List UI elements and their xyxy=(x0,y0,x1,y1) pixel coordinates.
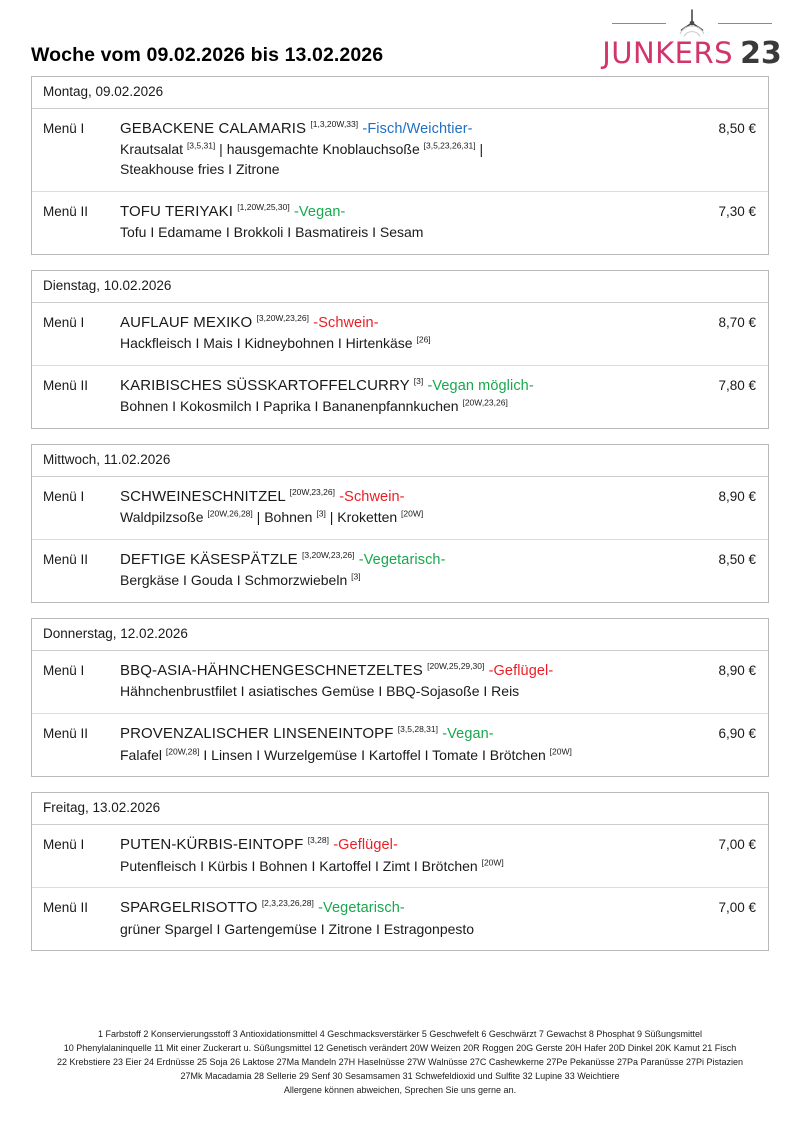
dish-allergen-codes: [2,3,23,26,28] xyxy=(261,898,314,909)
menu-price: 6,90 € xyxy=(718,726,756,742)
day-block xyxy=(31,444,769,603)
dish-title: SCHWEINESCHNITZEL [20W,23,26] -Schwein- xyxy=(120,486,405,505)
menu-label: Menü I xyxy=(43,120,85,136)
menu-row xyxy=(32,825,768,887)
dish-description: Hähnchenbrustfilet I asiatisches Gemüse I BBQ-Sojasoße I Reis xyxy=(120,683,520,700)
day-block xyxy=(31,618,769,777)
menu-label: Menü I xyxy=(43,837,85,853)
logo-brand-text: JUNKERS xyxy=(602,36,734,70)
menu-row xyxy=(32,887,768,950)
diet-tag: -Vegan- xyxy=(294,203,346,220)
diet-tag: -Schwein- xyxy=(313,314,379,331)
logo-mark-row xyxy=(612,6,772,40)
menu-body xyxy=(120,550,672,591)
diet-tag: -Geflügel- xyxy=(333,837,398,854)
ingredient-allergen-codes: [20W,23,26] xyxy=(462,397,508,408)
menu-price: 8,70 € xyxy=(718,314,756,330)
menu-price: 8,50 € xyxy=(718,551,756,567)
menu-body xyxy=(120,835,672,876)
dish-description: Falafel [20W,28] I Linsen I Wurzelgemüse I Kartoffel I Tomate I Brötchen [20W] xyxy=(120,745,572,763)
day-header: Dienstag, 10.02.2026 xyxy=(32,271,768,303)
menu-label: Menü II xyxy=(43,203,89,219)
dish-allergen-codes: [1,3,20W,33] xyxy=(310,118,359,129)
menu-price: 7,80 € xyxy=(718,377,756,393)
menu-body xyxy=(120,724,672,765)
brand-logo xyxy=(602,6,782,71)
dish-title: KARIBISCHES SÜSSKARTOFFELCURRY [3] -Vegan möglich- xyxy=(120,375,534,394)
menu-price: 7,00 € xyxy=(718,900,756,916)
menu-body xyxy=(120,898,672,939)
menu-row xyxy=(32,651,768,713)
dish-allergen-codes: [20W,25,29,30] xyxy=(427,660,485,671)
diet-tag: -Vegan möglich- xyxy=(427,377,534,394)
day-header: Donnerstag, 12.02.2026 xyxy=(32,619,768,651)
dish-allergen-codes: [1,20W,25,30] xyxy=(237,201,290,212)
dish-description: Bergkäse I Gouda I Schmorzwiebeln [3] xyxy=(120,571,361,589)
dish-description: Bohnen I Kokosmilch I Paprika I Bananenpfannkuchen [20W,23,26] xyxy=(120,397,508,415)
day-block xyxy=(31,792,769,951)
dish-title: GEBACKENE CALAMARIS [1,3,20W,33] -Fisch/Weichtier- xyxy=(120,118,473,137)
ingredient-allergen-codes: [3] xyxy=(316,508,326,519)
dish-title: AUFLAUF MEXIKO [3,20W,23,26] -Schwein- xyxy=(120,312,379,331)
menu-label: Menü II xyxy=(43,377,89,393)
ingredient-allergen-codes: [20W] xyxy=(481,856,504,867)
ingredient-allergen-codes: [20W,28] xyxy=(165,745,200,756)
menu-row xyxy=(32,109,768,191)
menu-body xyxy=(120,661,672,702)
allergen-legend-line-4: 27Mk Macadamia 28 Sellerie 29 Senf 30 Sesamsamen 31 Schwefeldioxid und Sulfite 32 Lupine 33 Weichtiere xyxy=(180,1071,620,1082)
ingredient-allergen-codes: [20W,26,28] xyxy=(207,508,253,519)
menu-label: Menü II xyxy=(43,726,89,742)
diet-tag: -Vegetarisch- xyxy=(318,900,405,917)
dish-title: DEFTIGE KÄSESPÄTZLE [3,20W,23,26] -Vegetarisch- xyxy=(120,549,446,568)
menu-label: Menü I xyxy=(43,662,85,678)
dish-description: Hackfleisch I Mais I Kidneybohnen I Hirtenkäse [26] xyxy=(120,334,431,352)
allergen-legend-line-1: 1 Farbstoff 2 Konservierungsstoff 3 Antioxidationsmittel 4 Geschmacksverstärker 5 Geschwefelt 6 Geschwärzt 7 Gewachst 8 Phosphat 9 Süßungsmittel xyxy=(98,1029,702,1040)
diet-tag: -Schwein- xyxy=(339,488,405,505)
dish-title: BBQ-ASIA-HÄHNCHENGESCHNETZELTES [20W,25,29,30] -Geflügel- xyxy=(120,660,554,679)
menu-row xyxy=(32,713,768,776)
ingredient-allergen-codes: [3] xyxy=(351,571,361,582)
ingredient-allergen-codes: [20W] xyxy=(549,745,572,756)
allergen-disclaimer: Allergene können abweichen, Sprechen Sie uns gerne an. xyxy=(283,1085,517,1096)
menu-row xyxy=(32,191,768,254)
menu-row xyxy=(32,477,768,539)
menu-price: 8,90 € xyxy=(718,488,756,504)
menu-label: Menü I xyxy=(43,314,85,330)
ingredient-allergen-codes: [26] xyxy=(416,334,431,345)
menu-price: 7,30 € xyxy=(718,203,756,219)
dish-title: PUTEN-KÜRBIS-EINTOPF [3,28] -Geflügel- xyxy=(120,835,398,854)
diet-tag: -Vegan- xyxy=(442,726,494,743)
menu-row xyxy=(32,365,768,428)
day-header: Mittwoch, 11.02.2026 xyxy=(32,445,768,477)
menu-price: 8,90 € xyxy=(718,662,756,678)
day-header: Montag, 09.02.2026 xyxy=(32,77,768,109)
allergen-legend-line-2: 10 Phenylalaninquelle 11 Mit einer Zuckerart u. Süßungsmittel 12 Genetisch verändert 20W Weizen 20R Roggen 20G Gerste 20H Hafer 20D Dinkel 20K Kamut 21 Fisch xyxy=(63,1043,737,1054)
logo-rule-right xyxy=(718,23,772,24)
day-block xyxy=(31,76,769,255)
menu-label: Menü II xyxy=(43,900,89,916)
dish-title: TOFU TERIYAKI [1,20W,25,30] -Vegan- xyxy=(120,201,346,220)
menu-row xyxy=(32,303,768,365)
menu-row xyxy=(32,539,768,602)
dish-description: grüner Spargel I Gartengemüse I Zitrone I Estragonpesto xyxy=(120,920,475,937)
allergen-legend-line-3: 22 Krebstiere 23 Eier 24 Erdnüsse 25 Soja 26 Laktose 27Ma Mandeln 27H Haselnüsse 27W Walnüsse 27C Cashewkerne 27Pe Pekanüsse 27Pa Paranüsse 27Pi Pistazien xyxy=(56,1057,744,1068)
menu-body xyxy=(120,376,672,417)
dish-title: SPARGELRISOTTO [2,3,23,26,28] -Vegetarisch- xyxy=(120,898,405,917)
dish-allergen-codes: [3] xyxy=(413,375,424,386)
ingredient-allergen-codes: [3,5,23,26,31] xyxy=(423,140,476,151)
menu-label: Menü I xyxy=(43,488,85,504)
logo-wordmark xyxy=(602,36,782,71)
ingredient-allergen-codes: [3,5,31] xyxy=(186,140,216,151)
menu-price: 8,50 € xyxy=(718,120,756,136)
dish-allergen-codes: [3,20W,23,26] xyxy=(302,549,355,560)
menu-price: 7,00 € xyxy=(718,837,756,853)
day-header: Freitag, 13.02.2026 xyxy=(32,793,768,825)
dish-allergen-codes: [3,20W,23,26] xyxy=(256,312,309,323)
propeller-icon xyxy=(670,6,714,40)
dish-description: Putenfleisch I Kürbis I Bohnen I Kartoffel I Zimt I Brötchen [20W] xyxy=(120,856,504,874)
menu-body xyxy=(120,487,672,528)
diet-tag: -Vegetarisch- xyxy=(358,551,446,568)
logo-number-text: 23 xyxy=(740,36,782,71)
diet-tag: -Geflügel- xyxy=(488,662,554,679)
diet-tag: -Fisch/Weichtier- xyxy=(362,120,473,137)
dish-description: Krautsalat [3,5,31] | hausgemachte Knoblauchsoße [3,5,23,26,31] | Steakhouse fries I Zitrone xyxy=(120,140,484,177)
dish-allergen-codes: [3,28] xyxy=(307,835,329,846)
day-block xyxy=(31,270,769,429)
dish-description: Tofu I Edamame I Brokkoli I Basmatireis I Sesam xyxy=(120,224,424,241)
menu-label: Menü II xyxy=(43,551,89,567)
logo-rule-left xyxy=(612,23,666,24)
menu-body xyxy=(120,313,672,354)
weekly-menu-list xyxy=(31,76,769,966)
menu-body xyxy=(120,119,672,180)
dish-description: Waldpilzsoße [20W,26,28] | Bohnen [3] | Kroketten [20W] xyxy=(120,508,424,526)
page-title: Woche vom 09.02.2026 bis 13.02.2026 xyxy=(31,44,384,66)
dish-allergen-codes: [20W,23,26] xyxy=(289,486,335,497)
ingredient-allergen-codes: [20W] xyxy=(401,508,424,519)
dish-title: PROVENZALISCHER LINSENEINTOPF [3,5,28,31] -Vegan- xyxy=(120,724,494,743)
allergen-legend xyxy=(0,1028,800,1098)
dish-allergen-codes: [3,5,28,31] xyxy=(397,724,438,735)
menu-body xyxy=(120,202,672,243)
